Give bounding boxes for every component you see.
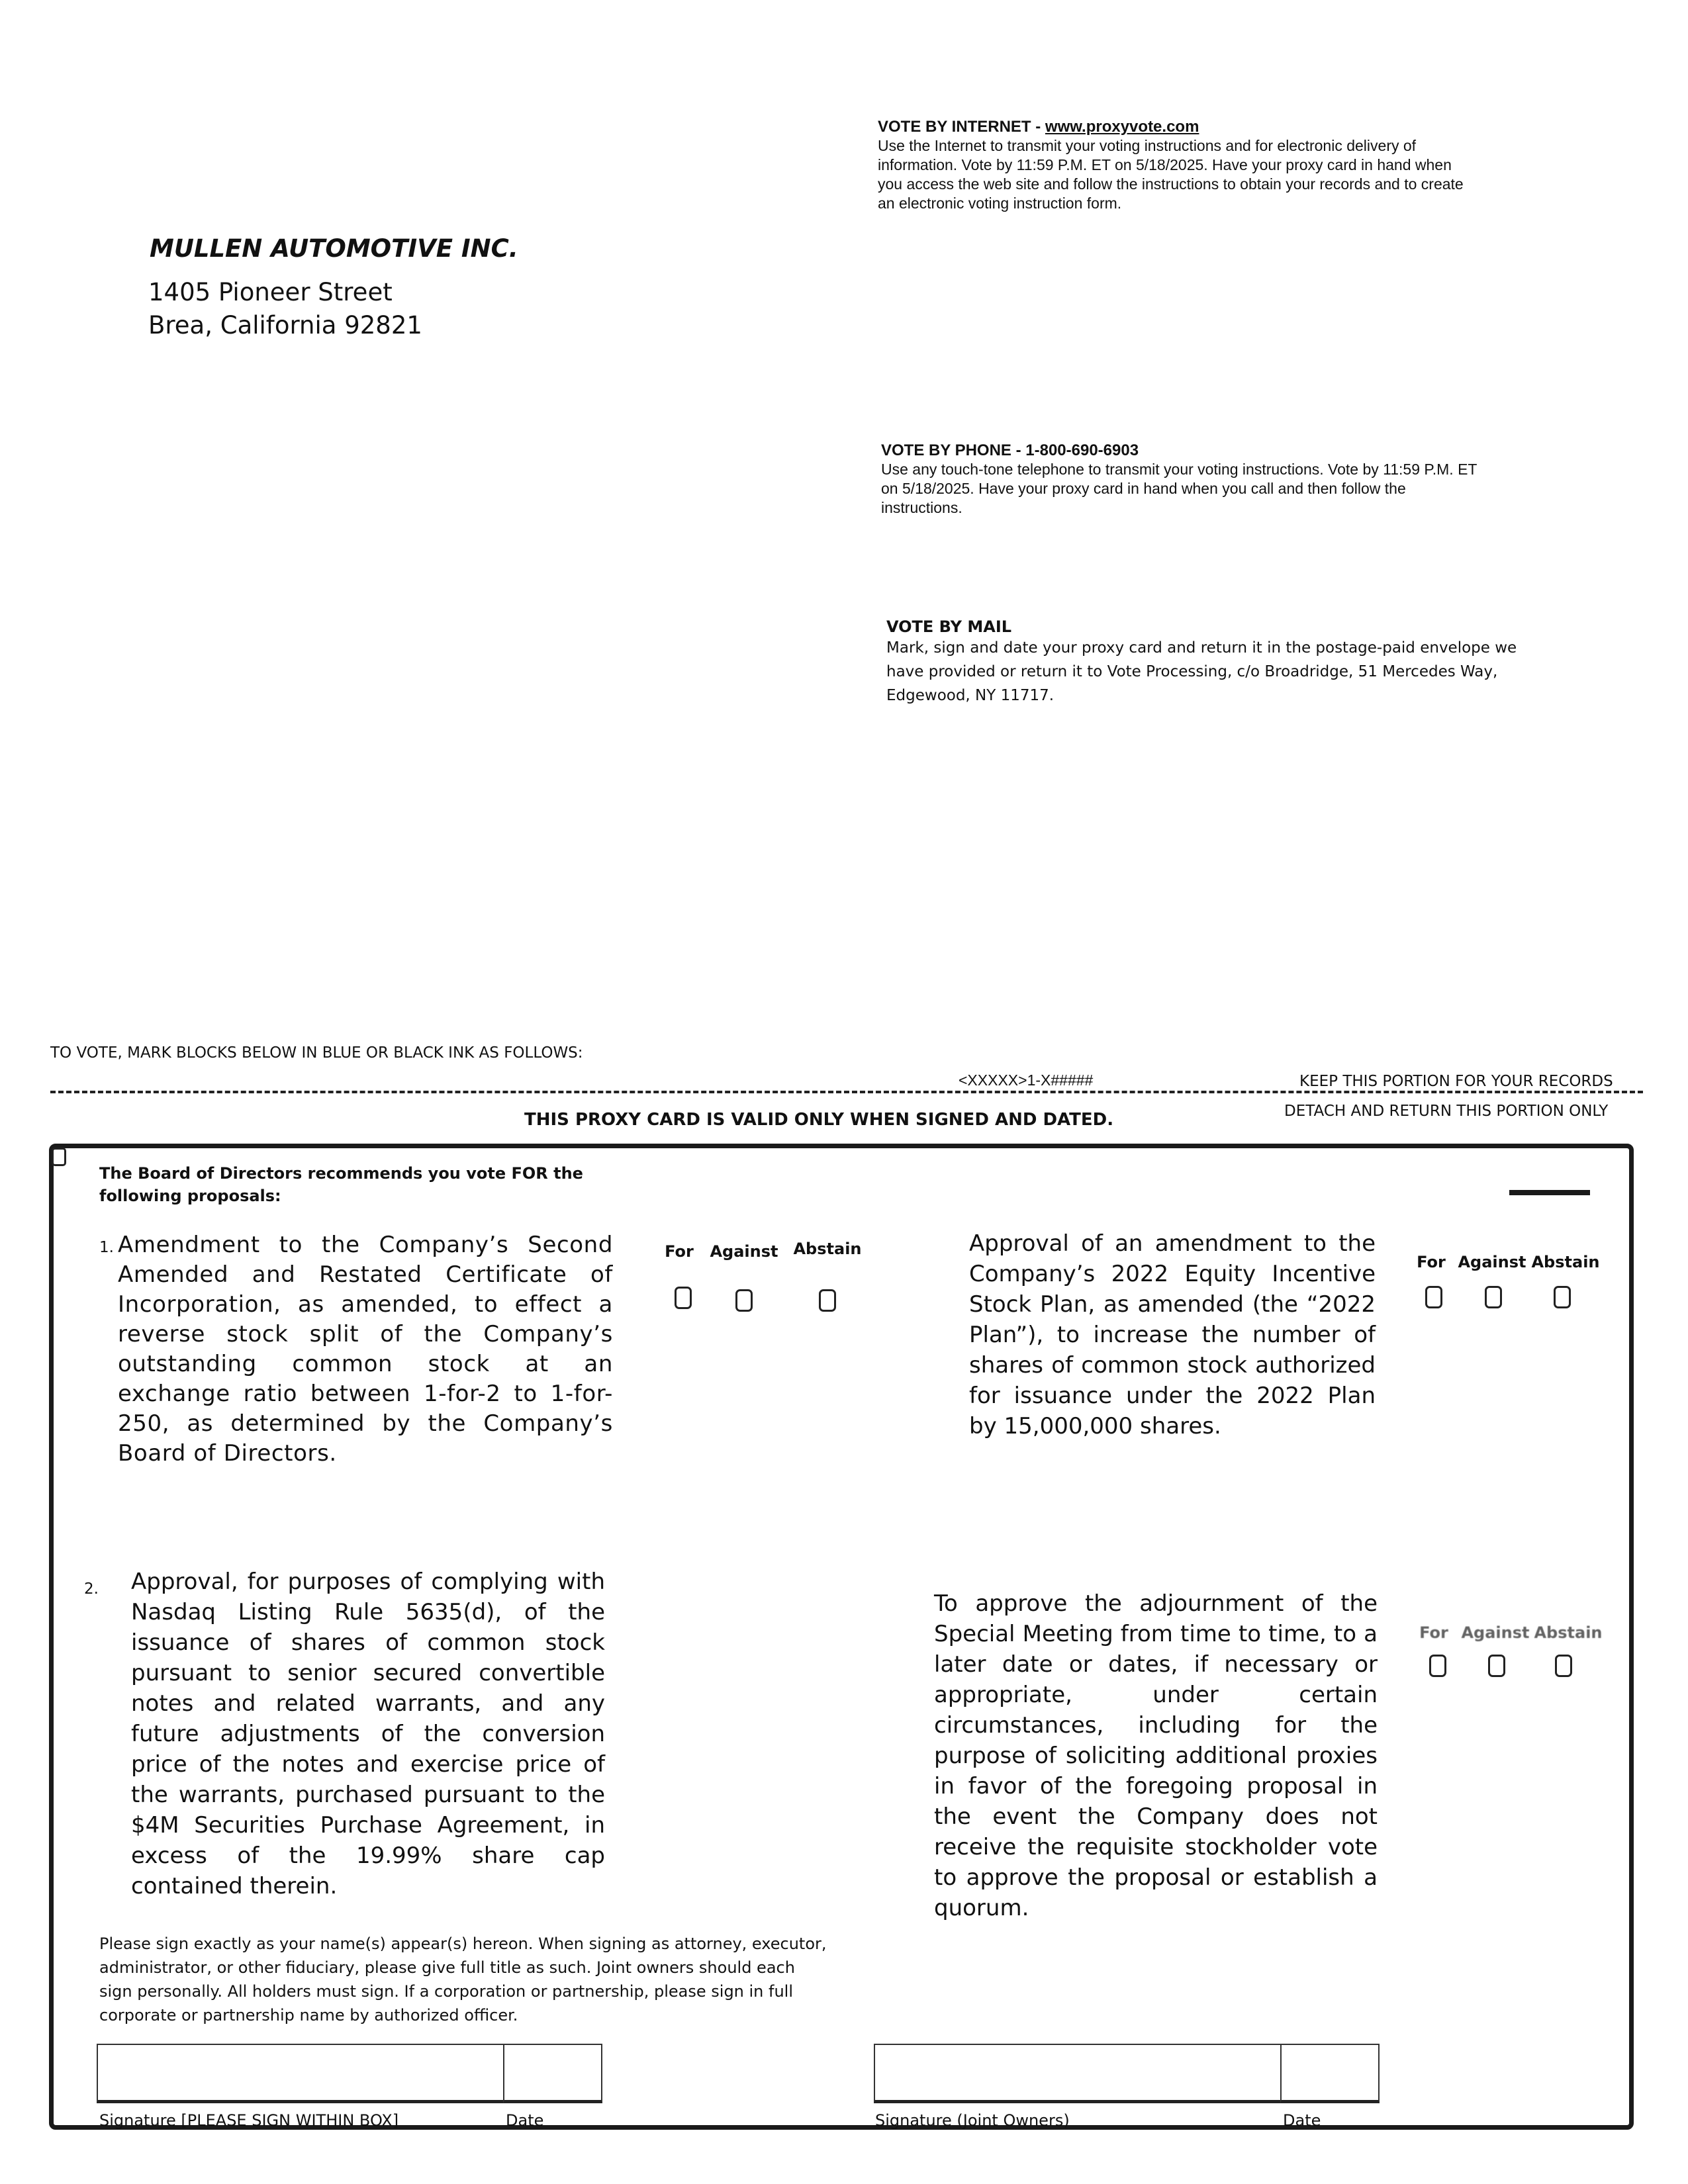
board-recommendation: The Board of Directors recommends you vote FOR the following proposals: (99, 1164, 583, 1205)
valid-notice: THIS PROXY CARD IS VALID ONLY WHEN SIGNED AND DATED. (524, 1110, 1114, 1130)
vote-by-internet-title: VOTE BY INTERNET - www.proxyvote.com (878, 118, 1199, 136)
company-address-line2: Brea, California 92821 (148, 311, 422, 340)
control-number: <XXXXX>1-X##### (959, 1071, 1094, 1089)
corner-checkbox[interactable] (52, 1148, 66, 1166)
proposal-1-abstain-label: Abstain (793, 1240, 862, 1258)
vote-by-mail-section (886, 617, 1548, 707)
vote-by-phone-title: VOTE BY PHONE - 1-800-690-6903 (881, 441, 1139, 459)
proposal-4-abstain-checkbox[interactable] (1555, 1655, 1572, 1677)
proposal-3-abstain-checkbox[interactable] (1554, 1286, 1571, 1308)
date-label: Date (506, 2111, 544, 2130)
joint-signature-label: Signature (Joint Owners) (875, 2111, 1070, 2130)
detach-portion-label: DETACH AND RETURN THIS PORTION ONLY (1284, 1103, 1609, 1120)
proposal-3-for-checkbox[interactable] (1425, 1286, 1442, 1308)
proposal-3-against-checkbox[interactable] (1485, 1286, 1502, 1308)
proposal-1-text: Amendment to the Company’s Second Amended and Restated Certificate of Incorporation, as amended, to effect a reverse stock split of the Company’s outstanding common stock at an exchange ratio between 1-for-2 to 1-for-250, as determined by the Company’s Board of Directors. (118, 1232, 613, 1467)
company-address-line1: 1405 Pioneer Street (148, 278, 393, 306)
vote-by-mail-text: Mark, sign and date your proxy card and return it in the postage-paid envelope we have provided or return it to Vote Processing, c/o Broadridge, 51 Mercedes Way, Edgewood, NY 11717. (886, 639, 1517, 704)
proposal-4-against-label: Against (1461, 1623, 1530, 1642)
keep-portion-label: KEEP THIS PORTION FOR YOUR RECORDS (1299, 1073, 1613, 1090)
mark-ink-instruction: TO VOTE, MARK BLOCKS BELOW IN BLUE OR BLACK INK AS FOLLOWS: (50, 1044, 583, 1062)
proposal-2-number: 2. (84, 1580, 99, 1598)
vote-by-phone-section (881, 441, 1530, 518)
proposal-1-against-checkbox[interactable] (735, 1289, 753, 1312)
proposal-3-for-label: For (1417, 1253, 1446, 1271)
proposal-1-number: 1. (99, 1239, 114, 1256)
proposal-4-abstain-label: Abstain (1534, 1623, 1603, 1642)
proposal-1-for-checkbox[interactable] (675, 1287, 692, 1309)
signature-label: Signature [PLEASE SIGN WITHIN BOX] (99, 2111, 399, 2130)
proposal-1-for-label: For (665, 1242, 694, 1261)
proposal-3-abstain-label: Abstain (1531, 1253, 1600, 1271)
vote-by-phone-text: Use any touch-tone telephone to transmit your voting instructions. Vote by 11:59 P.M. ET on 5/18/2025. Have your proxy card in hand when you call and then follow the instructions. (881, 461, 1477, 516)
proposal-4-against-checkbox[interactable] (1488, 1655, 1505, 1677)
vote-by-internet-section (878, 118, 1525, 213)
signature-box[interactable] (97, 2044, 504, 2103)
joint-signature-box[interactable] (874, 2044, 1282, 2103)
proposal-4-for-label: For (1419, 1623, 1448, 1642)
joint-date-label: Date (1283, 2111, 1321, 2130)
proposal-3-text: Approval of an amendment to the Company’s 2022 Equity Incentive Stock Plan, as amended (the “2022 Plan”), to increase the number of shares of common stock authorized for issuance under the 2022 Plan by 15,000,000 shares. (969, 1230, 1376, 1439)
vote-by-mail-title: VOTE BY MAIL (886, 617, 1012, 636)
date-box[interactable] (503, 2044, 602, 2103)
sign-instructions: Please sign exactly as your name(s) appear(s) hereon. When signing as attorney, executor, administrator, or other fiduciary, please give full title as such. Joint owners should each sign personally. All holders must sign. If a corporation or partnership, please sign in full corporate or partnership name by authorized officer. (99, 1934, 827, 2025)
proposal-3-against-label: Against (1458, 1253, 1526, 1271)
proposal-1-abstain-checkbox[interactable] (819, 1289, 836, 1312)
detach-line (50, 1091, 1643, 1093)
company-name: MULLEN AUTOMOTIVE INC. (150, 234, 518, 263)
joint-date-box[interactable] (1280, 2044, 1380, 2103)
proposal-4-text: To approve the adjournment of the Special Meeting from time to time, to a later date or dates, if necessary or appropriate, under certain circumstances, including for the purpose of soliciting additional proxies in favor of the foregoing proposal in the event the Company does not receive the requisite stockholder vote to approve the proposal or establish a quorum. (934, 1590, 1378, 1921)
card-marker-bar (1509, 1190, 1590, 1195)
proposal-1-against-label: Against (710, 1242, 778, 1261)
vote-by-internet-text: Use the Internet to transmit your voting instructions and for electronic delivery of information. Vote by 11:59 P.M. ET on 5/18/2025. Have your proxy card in hand when you access the web site and follow the instructions to obtain your records and to create an electronic voting instruction form. (878, 137, 1464, 212)
proposal-4-for-checkbox[interactable] (1429, 1655, 1446, 1677)
proxyvote-link[interactable]: www.proxyvote.com (1045, 118, 1199, 136)
proposal-2-text: Approval, for purposes of complying with Nasdaq Listing Rule 5635(d), of the issuance of shares of common stock pursuant to senior secured convertible notes and related warrants, and any future adjustments of the conversion price of the notes and exercise price of the warrants, purchased pursuant to the $4M Securities Purchase Agreement, in excess of the 19.99% share cap contained therein. (131, 1569, 605, 1899)
